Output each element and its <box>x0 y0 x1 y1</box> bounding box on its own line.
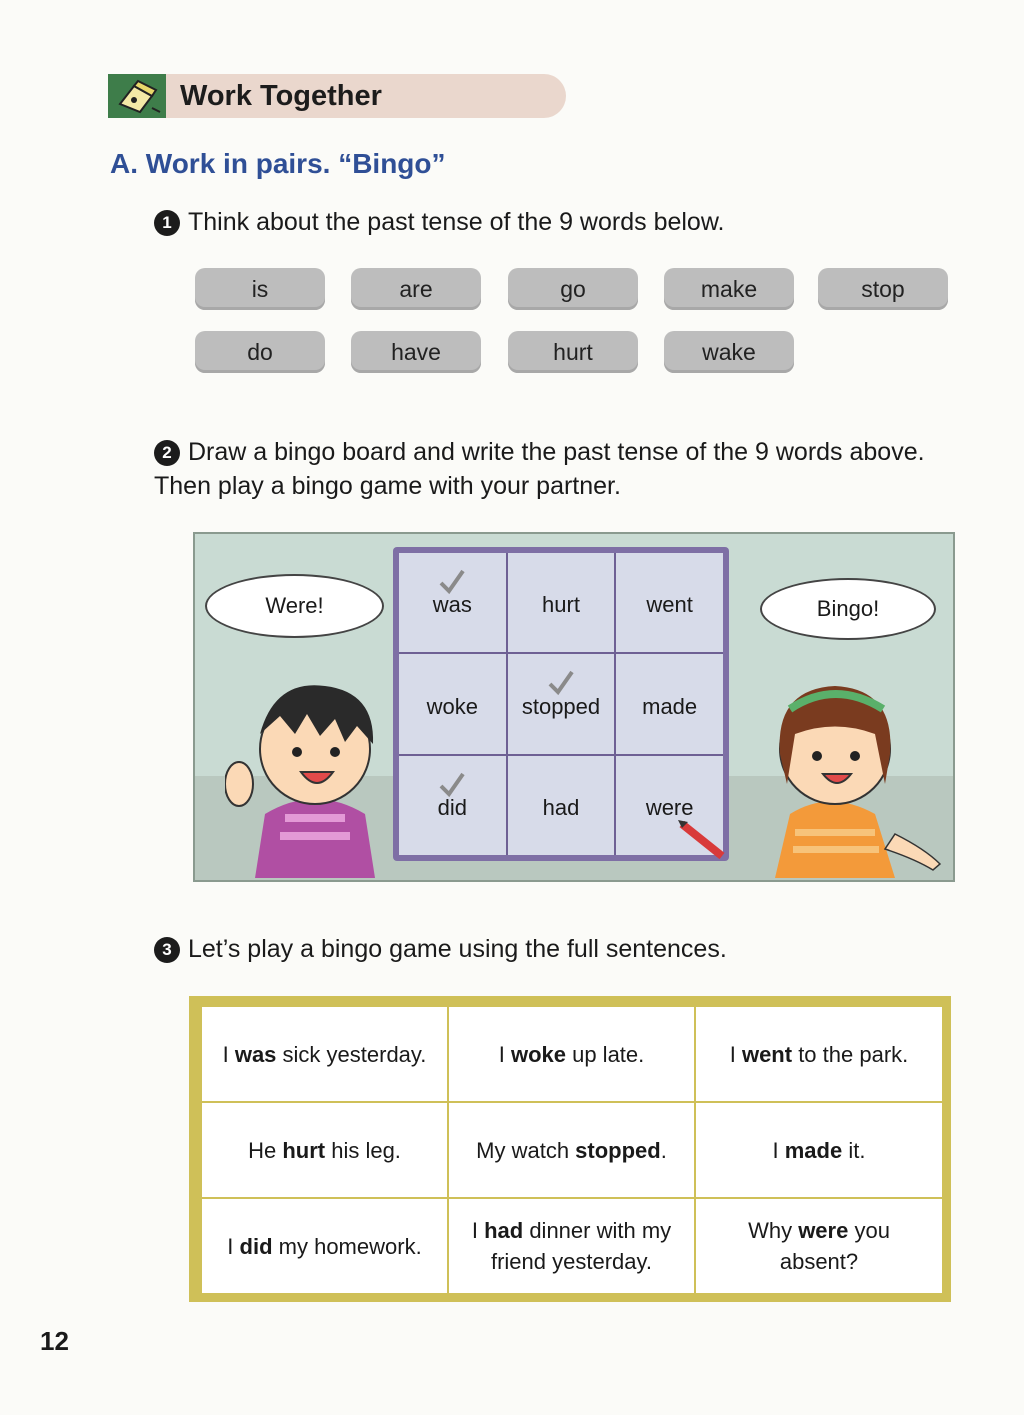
word-chip: stop <box>818 268 948 310</box>
word-chip: are <box>351 268 481 310</box>
bingo-cell <box>399 756 506 855</box>
section-title: Work Together <box>180 80 382 112</box>
word-chip: make <box>664 268 794 310</box>
sentence-cell: I was sick yesterday. <box>202 1007 447 1101</box>
bingo-word: did <box>437 795 467 820</box>
sentence-cell: I had dinner with my friend yesterday. <box>449 1199 694 1293</box>
step-text: Think about the past tense of the 9 words below. <box>188 208 725 236</box>
bingo-cell <box>508 553 615 652</box>
speech-bubble-boy: Were! <box>205 574 384 638</box>
word-chip: hurt <box>508 331 638 373</box>
word-chip: go <box>508 268 638 310</box>
bingo-cell <box>508 756 615 855</box>
bingo-word: made <box>642 693 698 719</box>
step-number: 1 <box>154 210 180 236</box>
step-text: Let’s play a bingo game using the full sentences. <box>188 935 727 963</box>
sentence-cell: I went to the park. <box>696 1007 942 1101</box>
sentence-cell: I did my homework. <box>202 1199 447 1293</box>
sentence-cell: Why were you absent? <box>696 1199 942 1293</box>
speech-bubble-girl: Bingo! <box>760 578 936 640</box>
bingo-cell <box>399 553 506 652</box>
bingo-grid <box>399 553 723 855</box>
step-2 <box>154 435 954 503</box>
sentence-cell: He hurt his leg. <box>202 1103 447 1197</box>
bingo-word: went <box>646 592 693 618</box>
check-mark-icon <box>438 770 466 798</box>
step-1 <box>154 205 724 239</box>
sentence-cell: I woke up late. <box>449 1007 694 1101</box>
bingo-cell <box>508 654 615 753</box>
bingo-word: had <box>542 795 580 820</box>
red-pencil-icon <box>676 818 736 864</box>
sentence-cell: My watch stopped. <box>449 1103 694 1197</box>
bingo-cell <box>399 654 506 753</box>
step-number: 2 <box>154 440 180 466</box>
bingo-cell <box>616 654 723 753</box>
check-mark-icon <box>547 668 575 696</box>
exercise-heading: A. Work in pairs. “Bingo” <box>110 148 446 179</box>
word-chip: have <box>351 331 481 373</box>
sentence-table <box>202 1007 938 1289</box>
bingo-word: was <box>432 592 472 618</box>
page-number: 12 <box>40 1326 69 1356</box>
step-text: Draw a bingo board and write the past tense of the 9 words above. Then play a bingo game with your partner. <box>154 438 925 500</box>
bingo-word: hurt <box>542 592 580 618</box>
check-mark-icon <box>438 567 466 595</box>
step-number: 3 <box>154 937 180 963</box>
girl-figure-icon <box>735 664 945 878</box>
pencil-eraser-icon <box>108 74 166 118</box>
bingo-word: stopped <box>521 693 601 719</box>
word-chip: do <box>195 331 325 373</box>
step-3 <box>154 932 727 966</box>
word-chip: wake <box>664 331 794 373</box>
bingo-word: woke <box>426 693 478 719</box>
word-chip: is <box>195 268 325 310</box>
sentence-cell: I made it. <box>696 1103 942 1197</box>
bingo-word: were <box>645 795 694 820</box>
bingo-cell <box>616 553 723 652</box>
boy-figure-icon <box>225 664 405 878</box>
